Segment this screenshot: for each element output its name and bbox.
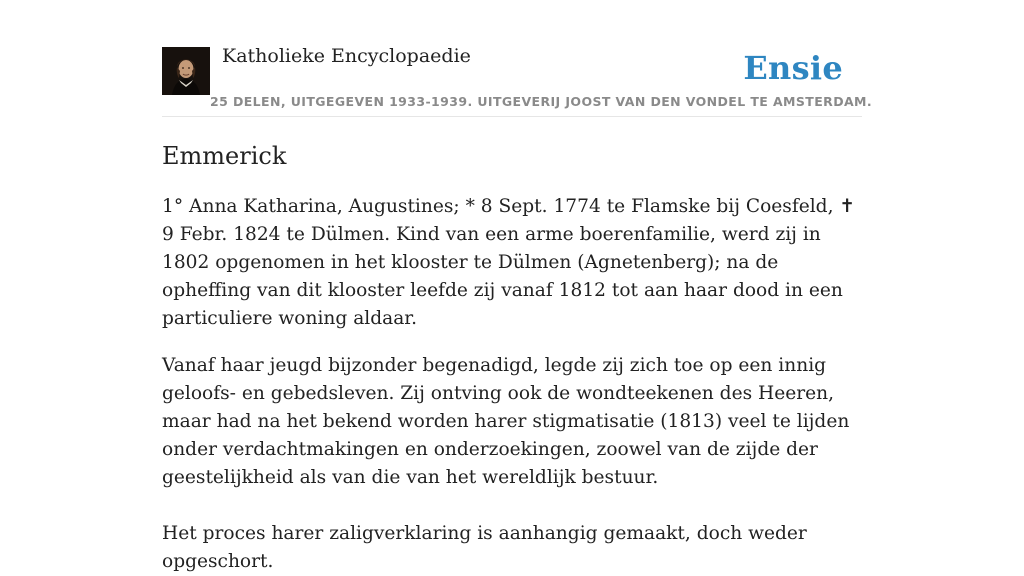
source-meta: 25 DELEN, UITGEGEVEN 1933-1939. UITGEVERIJ JOOST VAN DEN VONDEL TE AMSTERDAM. [210,94,873,109]
portrait-icon [162,47,210,95]
entry-title: Emmerick [162,142,287,170]
entry-paragraph: 1° Anna Katharina, Augustines; * 8 Sept. 1774 te Flamske bij Coesfeld, ✝ 9 Febr. 1824 te Dülmen. Kind van een arme boerenfamilie, werd zij in 1802 opgenomen in het klooster te Dülmen (Agnetenberg); na de opheffing van dit klooster leefde zij vanaf 1812 tot aan haar dood in een particuliere woning aldaar. [162,196,855,329]
portrait-avatar [162,47,210,95]
content-container [162,0,873,576]
entry-paragraph: Vanaf haar jeugd bijzonder begenadigd, legde zij zich toe op een innig geloofs- en gebedsleven. Zij ontving ook de wondteekenen des Heeren, maar had na het bekend worden harer stigmatisatie (1813) veel te lijden onder verdachtmakingen en onderzoekingen, zoowel van de zijde der geestelijkheid als van die van het wereldlijk bestuur. [162,355,850,488]
brand-logo-link[interactable]: Ensie [743,49,843,87]
entry-paragraph: Het proces harer zaligverklaring is aanhangig gemaakt, doch weder opgeschort. [162,523,807,572]
source-title[interactable]: Katholieke Encyclopaedie [222,45,471,67]
source-header [162,0,873,117]
